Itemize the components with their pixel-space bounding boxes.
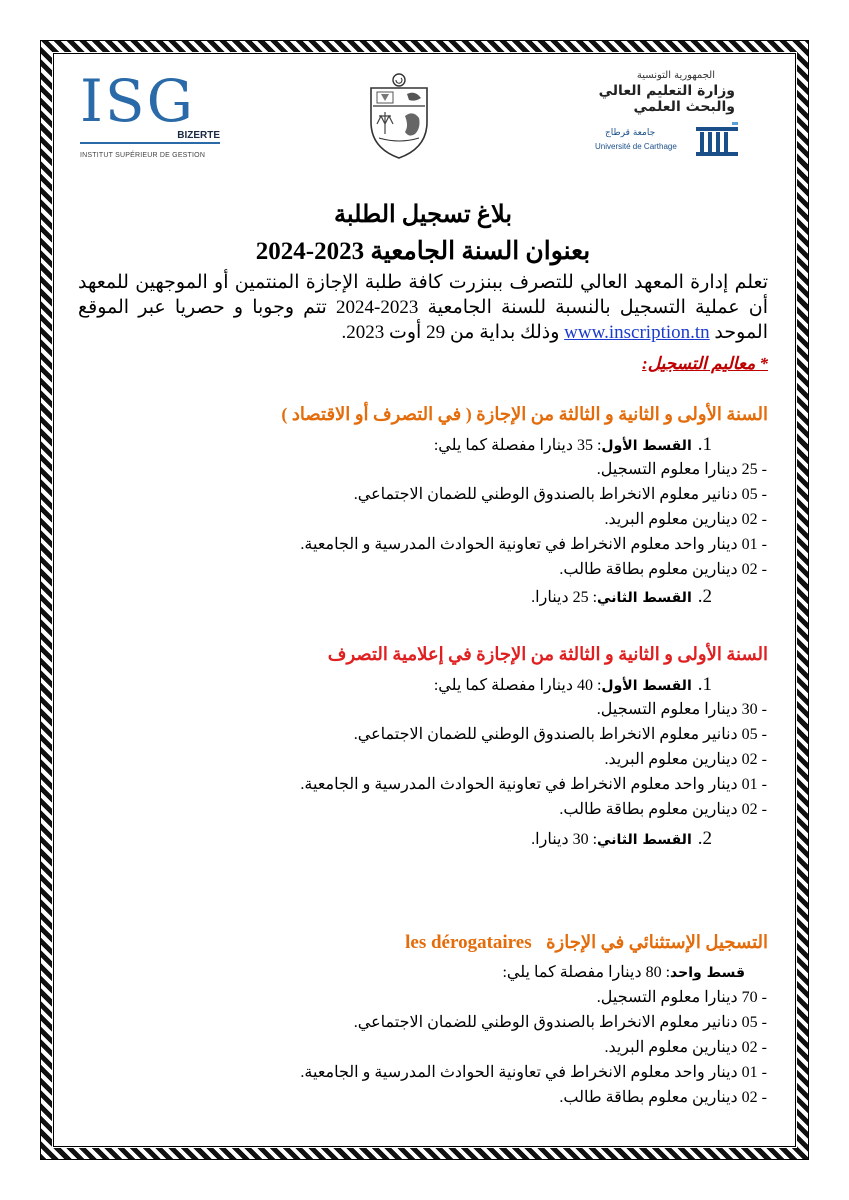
list-item: - 05 دنانير معلوم الانخراط بالصندوق الوطني للضمان الاجتماعي. [353,1014,767,1031]
fees-label: * معاليم التسجيل: [642,354,768,373]
isg-logo-letters: ISG [80,67,195,135]
installment-text: : 80 دينارا مفصلة كما يلي: [502,964,671,981]
intro-text: تعلم إدارة المعهد العالي للتصرف ببنزرت كافة طلبة الإجازة المنتمين أو الموجهين للمعهد أن عملية التسجيل بالنسبة للسنة الجامعية 2023-2024 تتم وجوبا و حصريا عبر الموقع الموحد [78,272,768,343]
list-number: 2. [697,586,712,607]
inscription-link[interactable]: www.inscription.tn [564,322,710,343]
section-2-first-installment [167,672,767,697]
university-arabic-name: جامعة قرطاج [605,128,656,138]
isg-logo [80,67,230,172]
list-item: - 01 دينار واحد معلوم الانخراط في تعاونية الحوادث المدرسية و الجامعية. [300,536,767,553]
installment-label: القسط الثاني [597,590,692,606]
list-item: - 70 دينارا معلوم التسجيل. [596,989,767,1006]
list-number: 2. [697,828,712,849]
installment-label: قسط واحد [670,965,745,981]
intro-paragraph [78,270,768,345]
installment-text: : 30 دينارا. [531,831,598,848]
list-item: - 02 دينارين معلوم بطاقة طالب. [559,801,767,818]
ministry-header [555,70,735,170]
republic-label: الجمهورية التونسية [636,70,715,81]
list-item: - 02 دينارين معلوم بطاقة طالب. [559,1089,767,1106]
section-3-title-fr: les dérogataires [405,932,532,953]
list-item: - 05 دنانير معلوم الانخراط بالصندوق الوطني للضمان الاجتماعي. [353,486,767,503]
university-french-name: Université de Carthage [595,142,677,151]
list-item: - 02 دينارين معلوم البريد. [604,1039,767,1056]
section-3-list [167,960,767,1110]
ministry-label: وزارة التعليم العالي والبحث العلمي [598,83,735,115]
installment-label: القسط الثاني [597,832,692,848]
section-3-title-ar: التسجيل الإستثنائي في الإجازة [546,932,768,952]
list-item: - 02 دينارين معلوم البريد. [604,751,767,768]
list-item: - 30 دينارا معلوم التسجيل. [596,701,767,718]
list-item: - 01 دينار واحد معلوم الانخراط في تعاونية الحوادث المدرسية و الجامعية. [300,1064,767,1081]
notice-title: بلاغ تسجيل الطلبة [333,202,513,228]
isg-logo-city: BIZERTE [177,130,220,141]
section-1-list [167,432,767,612]
columns-icon [694,122,740,160]
section-1-first-installment [167,432,767,457]
section-3 [78,932,768,954]
section-2 [78,644,768,665]
installment-text: : 35 دينارا مفصلة كما يلي: [433,437,602,454]
section-1-second-installment [167,582,767,612]
list-number: 1. [697,434,712,455]
isg-logo-subtitle: INSTITUT SUPÉRIEUR DE GESTION [80,152,206,159]
section-2-second-installment [167,822,767,856]
section-2-title: السنة الأولى و الثانية و الثالثة من الإجازة في إعلامية التصرف [327,644,768,664]
tunisia-coat-of-arms-icon [365,72,433,162]
academic-year-title: بعنوان السنة الجامعية 2023-2024 [255,238,591,265]
section-1-title: السنة الأولى و الثانية و الثالثة من الإجازة ( في التصرف أو الاقتصاد ) [281,404,768,424]
section-2-list [167,672,767,856]
list-item: - 05 دنانير معلوم الانخراط بالصندوق الوطني للضمان الاجتماعي. [353,726,767,743]
fees-label-row [78,354,768,378]
installment-text: : 25 دينارا. [531,589,598,606]
section-3-single-installment [167,960,767,985]
installment-label: القسط الأول [601,438,692,454]
intro-tail: وذلك بداية من 29 أوت 2023. [341,322,560,343]
section-1 [78,404,768,425]
isg-logo-bar [80,142,220,144]
list-item: - 01 دينار واحد معلوم الانخراط في تعاونية الحوادث المدرسية و الجامعية. [300,776,767,793]
installment-label: القسط الأول [601,678,692,694]
university-logo [595,122,740,162]
section-3-title [78,932,768,954]
list-item: - 25 دينارا معلوم التسجيل. [596,461,767,478]
list-item: - 02 دينارين معلوم البريد. [604,511,767,528]
installment-text: : 40 دينارا مفصلة كما يلي: [433,677,602,694]
list-number: 1. [697,674,712,695]
list-item: - 02 دينارين معلوم بطاقة طالب. [559,561,767,578]
